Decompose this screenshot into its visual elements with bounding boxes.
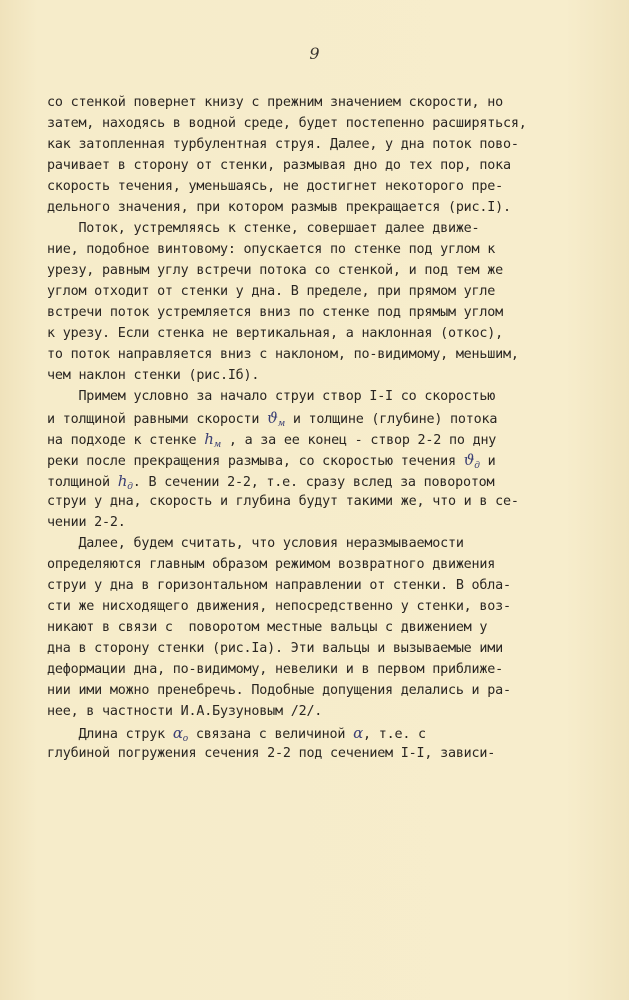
text-line: то поток направляется вниз с наклоном, по-видимому, меньшим, [47, 347, 519, 362]
text-line: определяются главным образом режимом возвратного движения [47, 557, 496, 572]
text-line: рачивает в сторону от стенки, размывая дно до тех пор, пока [47, 158, 511, 173]
math-h-m: $h_м$ [204, 430, 221, 450]
text-line: и толщиной равными скорости $ϑ_м$ и толщине (глубине) потока [47, 409, 498, 429]
page-number: 9 [309, 44, 320, 63]
text-line: затем, находясь в водной среде, будет постепенно расширяться, [47, 116, 527, 131]
text-line: как затопленная турбулентная струя. Далее, у дна поток пово- [47, 137, 519, 152]
text-line: Далее, будем считать, что условия неразмываемости [47, 536, 464, 551]
text-line: Длина струк $\alpha_о$ связана с величиной α, т.е. с [47, 724, 426, 744]
math-alpha: α [353, 724, 364, 742]
math-v-m: $ϑ_м$ [267, 409, 285, 429]
text-line: нии ими можно пренебречь. Подобные допущения делались и ра- [47, 683, 511, 698]
text-line: дельного значения, при котором размыв прекращается (рис.I). [47, 200, 511, 215]
text-line: толщиной $h_д$. В сечении 2-2, т.е. сразу вслед за поворотом [47, 472, 495, 492]
text-line: углом отходит от стенки у дна. В пределе, при прямом угле [47, 284, 496, 299]
text-line: струи у дна, скорость и глубина будут такими же, что и в се- [47, 494, 519, 509]
text-line: дна в сторону стенки (рис.Iа). Эти вальцы и вызываемые ими [47, 641, 503, 656]
text-line: чем наклон стенки (рис.Iб). [47, 368, 260, 383]
text-line: на подходе к стенке $h_м$ , а за ее конец - створ 2-2 по дну [47, 430, 497, 450]
math-v-d: $ϑ_д$ [463, 451, 480, 471]
text-line: со стенкой повернет книзу с прежним значением скорости, но [47, 95, 503, 110]
text-line: глубиной погружения сечения 2-2 под сечением I-I, зависи- [47, 746, 496, 761]
text-line: деформации дна, по-видимому, невелики и в первом приближе- [47, 662, 503, 677]
text-line: никают в связи с поворотом местные вальцы с движением у [47, 620, 488, 635]
text-line: чении 2-2. [47, 515, 126, 530]
text-line: нее, в частности И.А.Бузуновым /2/. [47, 704, 323, 719]
text-line: струи у дна в горизонтальном направлении от стенки. В обла- [47, 578, 511, 593]
text-line: Поток, устремляясь к стенке, совершает далее движе- [47, 221, 480, 236]
text-line: ние, подобное винтовому: опускается по стенке под углом к [47, 242, 496, 257]
text-line: урезу, равным углу встречи потока со стенкой, и под тем же [47, 263, 503, 278]
math-h-d: $h_д$ [117, 472, 133, 492]
text-line: Примем условно за начало струи створ I-I со скоростью [47, 389, 496, 404]
text-line: скорость течения, уменьшаясь, не достигнет некоторого пре- [47, 179, 503, 194]
text-line: сти же нисходящего движения, непосредственно у стенки, воз- [47, 599, 511, 614]
text-line: к урезу. Если стенка не вертикальная, а наклонная (откос), [47, 326, 503, 341]
text-line: реки после прекращения размыва, со скоростью течения $ϑ_д$ и [47, 451, 496, 471]
text-line: встречи поток устремляется вниз по стенке под прямым углом [47, 305, 503, 320]
math-alpha-0: $\alpha_о$ [172, 724, 188, 744]
